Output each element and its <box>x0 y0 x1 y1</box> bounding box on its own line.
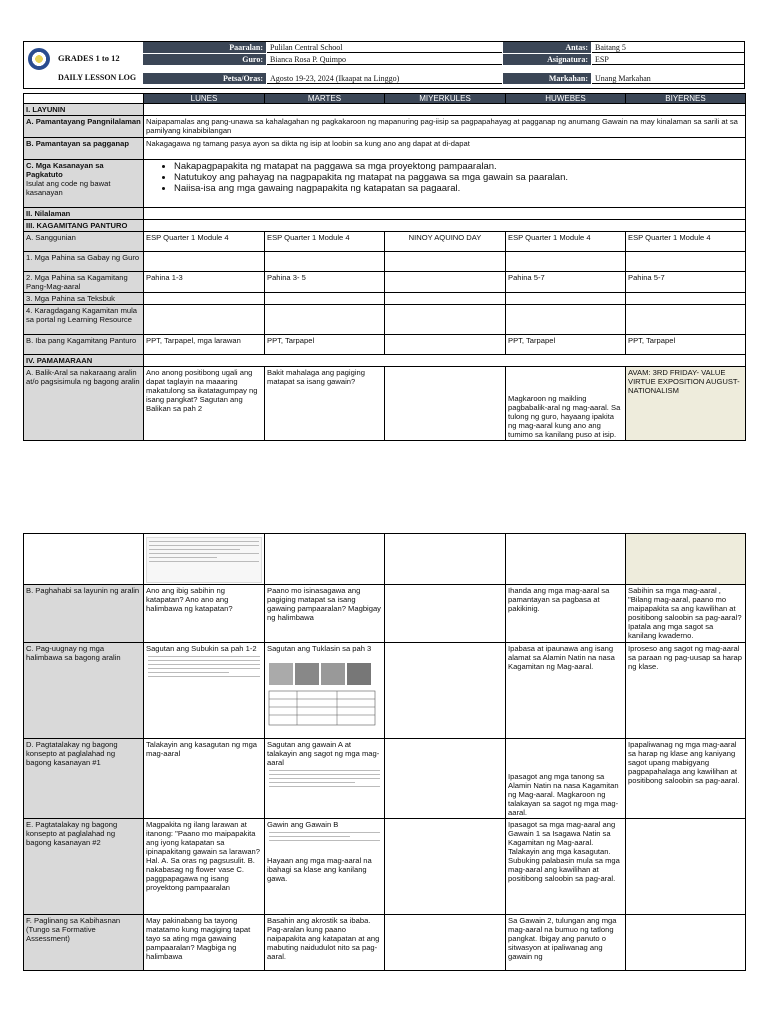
gawain-a-thumbnail <box>267 770 382 806</box>
gawain-b-thumbnail <box>267 832 382 856</box>
e-lunes: Magpakita ng ilang larawan at itanong: "Paano mo maipapakita ang iyong katapatan sa ipinapakitang gawain sa larawan? Hal. A. Sa oras ng pagsusulit. B. nakabasag ng flower vase C. paggpapagawa ng isang proyektong pampaaralan <box>144 819 265 915</box>
iba-martes: PPT, Tarpapel <box>265 335 385 355</box>
balik-label: A. Balik-Aral sa nakaraang aralin at/o pagsisimula ng bagong aralin <box>24 367 144 441</box>
f-biyernes <box>626 915 746 971</box>
pag-uugnay-label: C. Pag-uugnay ng mga halimbawa sa bagong aralin <box>24 643 144 739</box>
day-martes: MARTES <box>265 94 385 104</box>
guro-value: Bianca Rosa P. Quimpo <box>267 54 502 65</box>
d-lunes: Talakayin ang kasagutan ng mga mag-aaral <box>144 739 265 819</box>
kasanayan-label: C. Mga Kasanayan sa Pagkatuto <box>26 161 104 179</box>
iba-lunes: PPT, Tarpapel, mga larawan <box>144 335 265 355</box>
gabay-label: 1. Mga Pahina sa Gabay ng Guro <box>24 252 144 272</box>
antas-value: Baitang 5 <box>592 42 744 53</box>
pag-uugnay-huwebes: Ipabasa at ipaunawa ang isang alamat sa Alamin Natin na nasa Kagamitan ng Mag-aaral. <box>506 643 626 739</box>
deped-seal-icon <box>28 48 50 70</box>
paghahabi-lunes: Ano ang ibig sabihin ng katapatan? Ano ano ang halimbawa ng katapatan? <box>144 585 265 643</box>
sanggunian-huwebes: ESP Quarter 1 Module 4 <box>506 232 626 252</box>
worksheet-thumbnail <box>146 537 262 583</box>
sanggunian-label: A. Sanggunian <box>24 232 144 252</box>
iba-label: B. Iba pang Kagamitang Panturo <box>24 335 144 355</box>
section-pamamaraan: IV. PAMAMARAAN <box>24 355 144 367</box>
d-label: D. Pagtatalakay ng bagong konsepto at paglalahad ng bagong kasanayan #1 <box>24 739 144 819</box>
e-label: E. Pagtatalakay ng bagong konsepto at paglalahad ng bagong kasanayan #2 <box>24 819 144 915</box>
sanggunian-lunes: ESP Quarter 1 Module 4 <box>144 232 265 252</box>
pag-uugnay-biyernes: Iproseso ang sagot ng mag-aaral sa paraan ng pag-uusap sa harap ng klase. <box>626 643 746 739</box>
tuklasin-illustration <box>267 653 379 727</box>
paghahabi-huwebes: Ihanda ang mga mag-aaral sa pamantayan sa pagbasa at pakikinig. <box>506 585 626 643</box>
kasanayan-sub: Isulat ang code ng bawat kasanayan <box>26 179 111 197</box>
kagamitang-label: 2. Mga Pahina sa Kagamitang Pang-Mag-aaral <box>24 272 144 293</box>
d-biyernes: Ipapaliwanag ng mga mag-aaral sa harap ng klase ang kaniyang sagot upang mabigyang pagpapahalaga ang kawilihan at positibong saloobin sa pag-aaral. <box>626 739 746 819</box>
e-huwebes: Ipasagot sa mga mag-aaral ang Gawain 1 sa Isagawa Natin sa Kagamitan ng Mag-aaral. Talakayin ang mga kasagutan. Subuking palabasin mula sa mga mag-aaral ang kawilihan at positibong saloobin sa pag-aral. <box>506 819 626 915</box>
antas-label: Antas: <box>503 42 591 53</box>
worksheet-thumbnail-cell <box>144 534 265 585</box>
e-biyernes <box>626 819 746 915</box>
subukin-thumbnail <box>146 656 262 696</box>
paaralan-label: Paaralan: <box>143 42 266 53</box>
kagamitang-biyernes: Pahina 5-7 <box>626 272 746 293</box>
day-miyerkules: MIYERKULES <box>385 94 506 104</box>
asignatura-label: Asignatura: <box>503 54 591 65</box>
f-lunes: May pakinabang ba tayong matatamo kung magiging tapat tayo sa ating mga gawaing pampaaralan? Magbiga ng halimbawa <box>144 915 265 971</box>
pag-uugnay-lunes: Sagutan ang Subukin sa pah 1-2 <box>146 644 257 653</box>
kagamitang-lunes: Pahina 1-3 <box>144 272 265 293</box>
kagamitang-martes: Pahina 3- 5 <box>265 272 385 293</box>
kasanayan-list <box>146 161 743 194</box>
balik-martes: Bakit mahalaga ang pagiging matapat sa isang gawain? <box>265 367 385 441</box>
section-layunin: I. LAYUNIN <box>24 104 144 116</box>
pag-uugnay-lunes-cell <box>144 643 265 739</box>
iba-biyernes: PPT, Tarpapel <box>626 335 746 355</box>
paaralan-value: Pulilan Central School <box>267 42 502 53</box>
kasanayan-item: • Natutukoy ang pahayag na nagpapakita ng matapat na paggawa sa mga gawain sa paaralan. <box>174 172 743 183</box>
paghahabi-martes: Paano mo isinasagawa ang pagiging matapat sa isang gawaing pampaaralan? Magbigay ng halimbawa <box>265 585 385 643</box>
day-biyernes: BIYERNES <box>626 94 746 104</box>
pag-uugnay-martes-cell <box>265 643 385 739</box>
balik-huwebes: Magkaroon ng maikling pagbabalik-aral ng mag-aaral. Sa tulong ng guro, hayaang ipakita ng mag-aaral kung ano ang tumimo sa kanilang puso at isip. <box>506 367 626 441</box>
pamantayang-value: Naipapamalas ang pang-unawa sa kahalagahan ng pagkakaroon ng mapanuring pag-iisip sa pagpapahayag at pagganap ng anumang Gawain na may kinalaman sa sarili at sa pamilyang kinabibilangan <box>144 116 746 138</box>
pamantayang-label: A. Pamantayang Pangnilalaman <box>24 116 144 138</box>
title-dll: DAILY LESSON LOG <box>58 73 137 82</box>
f-martes: Basahin ang akrostik sa ibaba. Pag-aralan kung paano naipapakita ang katapatan at ang mabuting naidudulot nito sa pag-aaral. <box>265 915 385 971</box>
sanggunian-miyerkules: NINOY AQUINO DAY <box>385 232 506 252</box>
asignatura-value: ESP <box>592 54 744 65</box>
kasanayan-item: • Nakapagpapakita ng matapat na paggawa sa mga proyektong pampaaralan. <box>174 161 743 172</box>
petsa-label: Petsa/Oras: <box>143 73 266 84</box>
e-martes-extra: Hayaan ang mga mag-aaral na ibahagi sa klase ang kanilang gawa. <box>267 856 372 883</box>
e-martes-cell <box>265 819 385 915</box>
d-martes-cell <box>265 739 385 819</box>
lesson-table-part1 <box>23 93 746 441</box>
d-martes: Sagutan ang gawain A at talakayin ang sagot ng mga mag-aaral <box>267 740 380 767</box>
day-header-row <box>24 94 746 104</box>
f-huwebes: Sa Gawain 2, tulungan ang mga mag-aaral na bumuo ng tatlong pangkat. Ibigay ang panuto o sitwasyon at ipaliwanag ang gawain ng <box>506 915 626 971</box>
section-kagamitan: III. KAGAMITANG PANTURO <box>24 220 144 232</box>
f-label: F. Paglinang sa Kabihasnan (Tungo sa Formative Assessment) <box>24 915 144 971</box>
e-miyerkules <box>385 819 506 915</box>
e-martes: Gawin ang Gawain B <box>267 820 339 829</box>
paghahabi-label: B. Paghahabi sa layunin ng aralin <box>24 585 144 643</box>
kasanayan-item: • Naiisa-isa ang mga gawaing nagpapakita ng katapatan sa pagaaral. <box>174 183 743 194</box>
iba-huwebes: PPT, Tarpapel <box>506 335 626 355</box>
balik-lunes: Ano anong positibong ugali ang dapat taglayin na maaaring makatulong sa ikatatagumpay ng isang pangkat? Sagutan ang Balikan sa pah 2 <box>144 367 265 441</box>
f-miyerkules <box>385 915 506 971</box>
d-huwebes: Ipasagot ang mga tanong sa Alamin Natin na nasa Kagamitan ng Mag-aaral. Magkaroon ng talakayan sa sagot ng mga mag-aaral. <box>506 739 626 819</box>
sanggunian-biyernes: ESP Quarter 1 Module 4 <box>626 232 746 252</box>
kagamitang-huwebes: Pahina 5-7 <box>506 272 626 293</box>
kasanayan-cell <box>24 160 144 208</box>
teksbuk-label: 3. Mga Pahina sa Teksbuk <box>24 293 144 305</box>
kagamitang-miyerkules <box>385 272 506 293</box>
iba-miyerkules <box>385 335 506 355</box>
markahan-value: Unang Markahan <box>592 73 744 84</box>
section-nilalaman: II. Nilalaman <box>24 208 144 220</box>
pag-uugnay-martes: Sagutan ang Tuklasin sa pah 3 <box>267 644 372 653</box>
day-huwebes: HUWEBES <box>506 94 626 104</box>
paghahabi-miyerkules <box>385 585 506 643</box>
petsa-value: Agosto 19-23, 2024 (Ikaapat na Linggo) <box>267 73 502 84</box>
balik-miyerkules <box>385 367 506 441</box>
markahan-label: Markahan: <box>503 73 591 84</box>
d-miyerkules <box>385 739 506 819</box>
balik-biyernes: AVAM: 3RD FRIDAY- VALUE VIRTUE EXPOSITION AUGUST-NATIONALISM <box>626 367 746 441</box>
karagdagan-label: 4. Karagdagang Kagamitan mula sa portal ng Learning Resource <box>24 305 144 335</box>
title-grades: GRADES 1 to 12 <box>58 53 120 63</box>
pagganap-label: B. Pamantayan sa pagganap <box>24 138 144 160</box>
header-table <box>23 41 745 89</box>
kasanayan-list-cell <box>144 160 746 208</box>
paghahabi-biyernes: Sabihin sa mga mag-aaral , "Bilang mag-aaral, paano mo maipapakita sa ang kawilihan at positibong saloobin sa pag-aaral? Ipatala ang mga sagot sa kanilang kwaderno. <box>626 585 746 643</box>
pag-uugnay-miyerkules <box>385 643 506 739</box>
sanggunian-martes: ESP Quarter 1 Module 4 <box>265 232 385 252</box>
pagganap-value: Nakagagawa ng tamang pasya ayon sa dikta ng isip at loobin sa kung ano ang dapat at di-dapat <box>144 138 746 160</box>
lesson-table-part2 <box>23 533 746 971</box>
day-lunes: LUNES <box>144 94 265 104</box>
guro-label: Guro: <box>143 54 266 65</box>
